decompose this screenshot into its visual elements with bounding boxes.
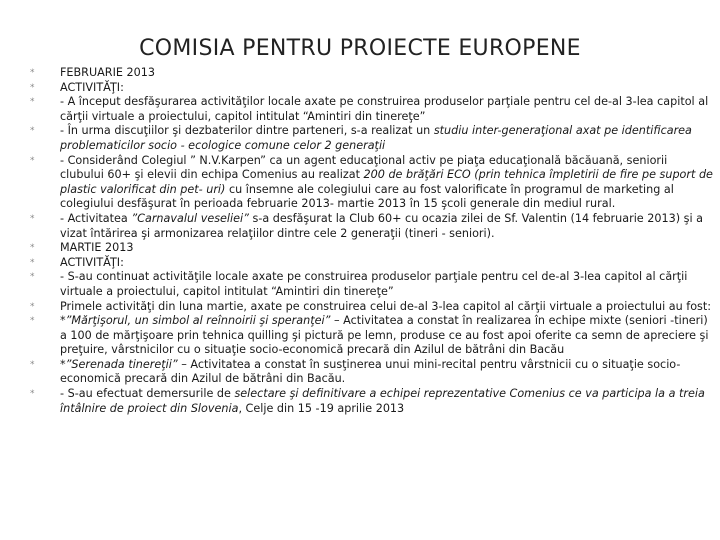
bullet-marker-icon: * [30, 389, 35, 400]
bullet-text: s-a desfăşurat la Club 60+ cu ocazia zilei de Sf. Valentin (14 februarie 2013) şi a vizat întărirea şi armonizarea relaţiilor dintre cele 2 generaţii (tineri - seniori). [60, 211, 703, 240]
bullet-text: – Activitatea a constat în realizarea în echipe mixte (seniori -tineri) a 100 de mărţişoare prin tehnica quilling şi pictură pe lemn, produse ce au fost apoi oferite ca semn de apreciere şi preţuire, vârstnicilor cu o situaţie socio-economică precară din Azilul de bătrâni din Bacău [60, 314, 709, 357]
bullet-list [30, 66, 714, 416]
bullet-marker-icon: * [30, 97, 35, 108]
bullet-text: – Activitatea a constat în susţinerea unui mini-recital pentru vârstnicii cu o situaţie socio-economică precară din Azilul de bătrâni din Bacău. [60, 357, 681, 386]
bullet-text: - În urma discuţiilor şi dezbaterilor dintre parteneri, s-a realizat un [60, 124, 434, 138]
bullet-text: selectare şi definitivare a echipei reprezentative Comenius ce va participa la a treia întâlnire de proiect din Slovenia [60, 387, 705, 415]
bullet-marker-icon: * [30, 272, 35, 283]
bullet-item [30, 387, 714, 416]
bullet-text: ”Serenada tinereţii” [65, 357, 178, 371]
bullet-item [30, 358, 714, 387]
bullet-text: - S-au efectuat demersurile de [60, 387, 235, 401]
bullet-item [30, 314, 714, 358]
bullet-text: ”Mărţişorul, un simbol al reînnoirii şi speranţei” [65, 314, 331, 328]
bullet-text: - S-au continuat activităţile locale axate pe construirea produselor parţiale pentru cel de-al 3-lea capitol al cărţii virtuale a proiectului, capitol intitulat “Amintiri din tinereţe” [60, 270, 688, 298]
bullet-text: ACTIVITĂŢI: [60, 255, 124, 269]
bullet-marker-icon: * [30, 316, 35, 327]
bullet-text: - Considerând Colegiul ” N.V.Karpen” ca un agent educaţional activ pe piaţa educaţională băcăuană, seniorii clubului 60+ şi elevii din echipa Comenius au realizat [60, 153, 668, 182]
bullet-item [30, 66, 714, 81]
bullet-marker-icon: * [30, 126, 35, 137]
bullet-item [30, 256, 714, 271]
bullet-item [30, 212, 714, 241]
bullet-item [30, 154, 714, 212]
bullet-marker-icon: * [30, 68, 35, 78]
bullet-text: , Celje din 15 -19 aprilie 2013 [238, 401, 405, 415]
bullet-marker-icon: * [30, 82, 35, 93]
bullet-text: studiu inter-generaţional axat pe identificarea problematicilor socio - ecologice comune celor 2 generaţii [60, 124, 692, 152]
bullet-item [30, 300, 714, 315]
bullet-item [30, 95, 714, 124]
bullet-text: * [60, 314, 66, 328]
bullet-text: ACTIVITĂŢI: [60, 80, 124, 94]
bullet-marker-icon: * [30, 155, 35, 166]
bullet-text: ”Carnavalul veseliei” [131, 211, 249, 225]
bullet-marker-icon: * [30, 243, 35, 254]
bullet-marker-icon: * [30, 359, 35, 370]
bullet-item [30, 124, 714, 153]
bullet-text: - Activitatea [60, 211, 132, 225]
bullet-text: FEBRUARIE 2013 [60, 66, 155, 79]
bullet-text: MARTIE 2013 [60, 241, 134, 255]
bullet-marker-icon: * [30, 213, 35, 224]
slide-title: COMISIA PENTRU PROIECTE EUROPENE [139, 36, 581, 61]
bullet-item [30, 81, 714, 96]
bullet-text: Primele activităţi din luna martie, axate pe construirea celui de-al 3-lea capitol al cărţii virtuale a proiectului au fost: [60, 299, 712, 313]
bullet-marker-icon: * [30, 257, 35, 268]
bullet-text: * [60, 357, 66, 371]
bullet-marker-icon: * [30, 301, 35, 312]
bullet-text: - A început desfăşurarea activităţilor locale axate pe construirea produselor parţiale pentru cel de-al 3-lea capitol al cărţii virtuale a proiectului, capitol intitulat “Amintiri din tinereţe” [60, 95, 709, 123]
bullet-item [30, 241, 714, 256]
bullet-text: cu însemne ale colegiului care au fost valorificate în programul de marketing al colegiului desfăşurat în perioada februarie 2013- martie 2013 în 15 şcoli generale din mediul rural. [60, 182, 674, 211]
bullet-item [30, 270, 714, 299]
bullet-text: 200 de brăţări ECO (prin tehnica împletirii de fire pe suport de plastic valorificat din pet- uri) [60, 168, 713, 196]
